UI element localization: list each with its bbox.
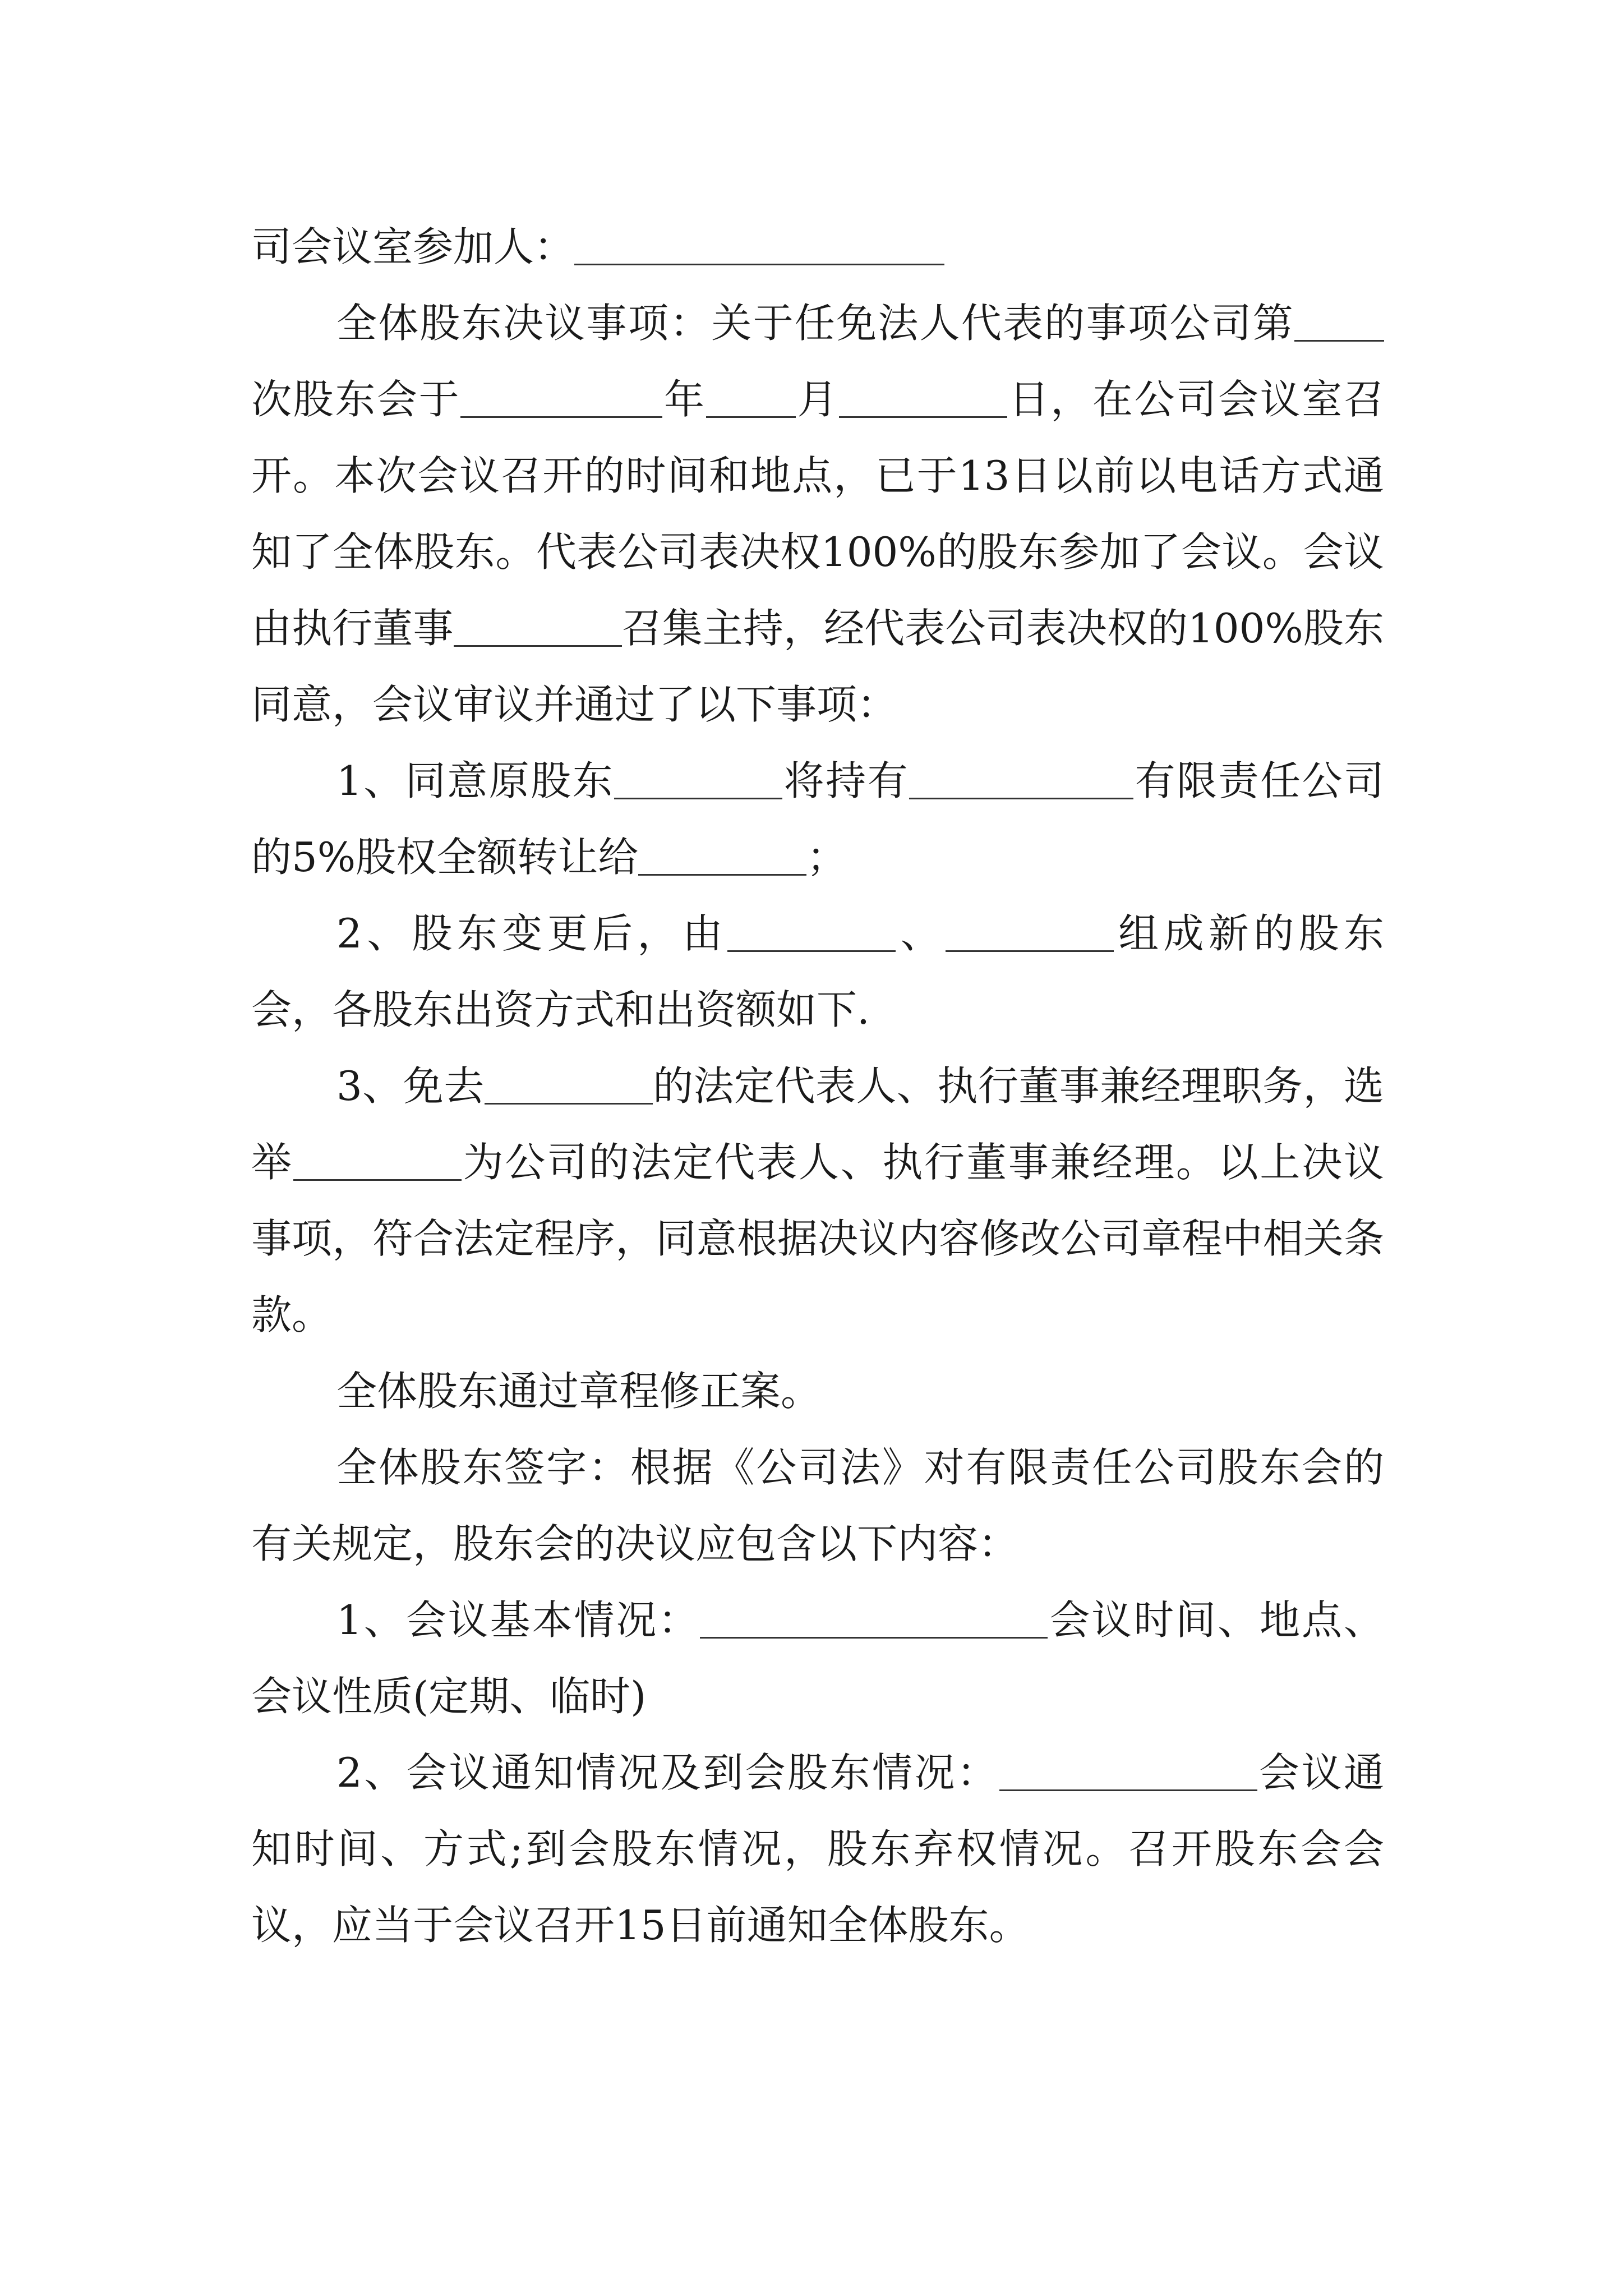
- paragraph-attendees: [251, 209, 1384, 285]
- basic-info-blank[interactable]: [700, 1603, 1048, 1639]
- item-3-text-b: 的法定代表人、执行董事兼经理职务，选举: [251, 1062, 1384, 1186]
- item-1-text-b: 将持有: [782, 757, 910, 804]
- paragraph-item-3: [251, 1048, 1384, 1353]
- elected-representative-blank[interactable]: [293, 1145, 462, 1181]
- day-blank[interactable]: [839, 383, 1007, 418]
- paragraph-resolution-matters: [251, 285, 1384, 743]
- item-2-text-c: 组成新的股东会，各股东出资方式和出资额如下.: [251, 910, 1384, 1033]
- notice-info-blank[interactable]: [999, 1756, 1257, 1791]
- attendees-text: 司会议室参加人：: [251, 223, 575, 270]
- paragraph-amendment: [251, 1353, 1384, 1429]
- notice-info-text-b: 会议通知时间、方式;到会股东情况，股东弃权情况。召开股东会会议，应当于会议召开15日前通知全体股东。: [251, 1749, 1384, 1949]
- year-blank[interactable]: [460, 383, 662, 418]
- meeting-details-text: 日，在公司会议室召开。本次会议召开的时间和地点，已于13日以前以电话方式通知了全体股东。代表公司表决权100%的股东参加了会议。会议由执行董事: [251, 376, 1384, 652]
- paragraph-signature: [251, 1429, 1384, 1582]
- paragraph-basic-info: [251, 1582, 1384, 1734]
- basic-info-text-b: 会议时间、地点、会议性质(定期、临时): [251, 1596, 1384, 1720]
- basic-info-text-a: 1、会议基本情况：: [336, 1596, 700, 1644]
- item-1-text-a: 1、同意原股东: [336, 757, 615, 804]
- year-text: 年: [662, 376, 706, 423]
- new-shareholder-1-blank[interactable]: [727, 917, 896, 952]
- paragraph-notice-info: [251, 1734, 1384, 1963]
- item-2-text-a: 2、股东变更后，由: [336, 910, 728, 957]
- paragraph-item-2: [251, 895, 1384, 1048]
- paragraph-item-1: [251, 743, 1384, 895]
- item-1-text-d: ；: [806, 834, 847, 881]
- meeting-approval-text: 召集主持，经代表公司表决权的100%股东同意，会议审议并通过了以下事项：: [251, 605, 1384, 728]
- document-page: [251, 209, 1384, 1963]
- month-blank[interactable]: [706, 383, 796, 418]
- session-number-blank[interactable]: [1294, 306, 1384, 342]
- amendment-text: 全体股东通过章程修正案。: [336, 1368, 822, 1415]
- item-2-text-b: 、: [896, 910, 946, 957]
- item-1-text-c: 有限责任公司的5%股权全额转让给: [251, 757, 1384, 881]
- item-3-text-c: 为公司的法定代表人、执行董事兼经理。以上决议事项，符合法定程序，同意根据决议内容修改公司章程中相关条款。: [251, 1139, 1384, 1338]
- new-shareholder-2-blank[interactable]: [946, 917, 1114, 952]
- session-text: 次股东会于: [251, 376, 461, 423]
- removed-representative-blank[interactable]: [485, 1069, 653, 1105]
- month-text: 月: [795, 376, 839, 423]
- executive-director-blank[interactable]: [454, 611, 622, 647]
- original-shareholder-blank[interactable]: [614, 764, 782, 799]
- notice-info-text-a: 2、会议通知情况及到会股东情况：: [336, 1749, 999, 1796]
- signature-text: 全体股东签字：根据《公司法》对有限责任公司股东会的有关规定，股东会的决议应包含以下内容：: [251, 1444, 1384, 1567]
- resolution-intro-text: 全体股东决议事项：关于任免法人代表的事项公司第: [336, 300, 1294, 347]
- company-name-blank[interactable]: [909, 764, 1133, 799]
- item-3-text-a: 3、免去: [336, 1062, 485, 1110]
- attendees-blank[interactable]: [574, 230, 944, 265]
- transferee-blank[interactable]: [638, 840, 806, 876]
